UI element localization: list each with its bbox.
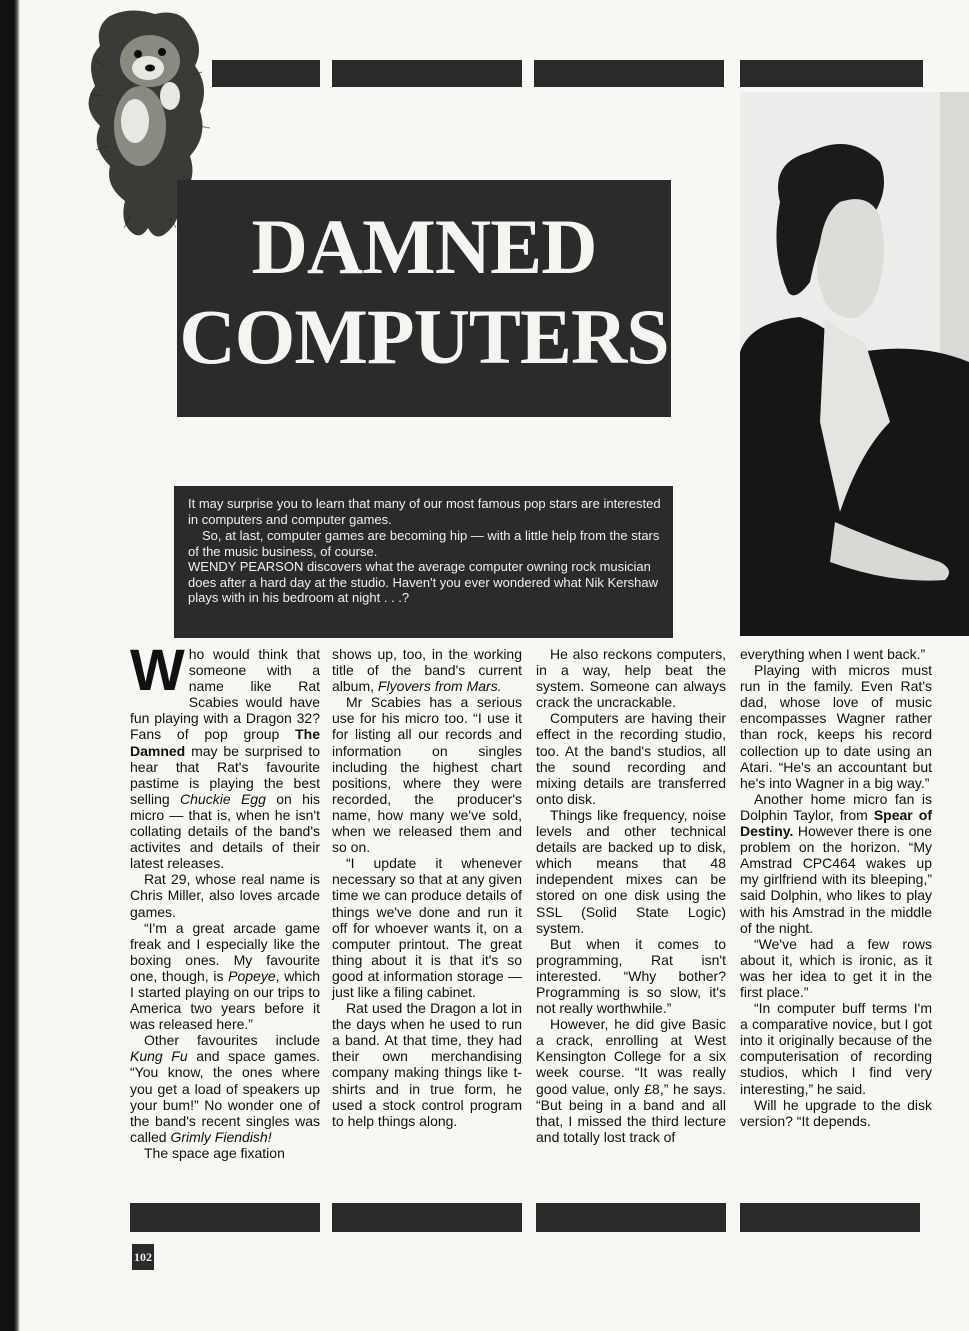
text-run: ho would think that someone with a name like Rat Scabies would have fun playing with a Dragon 32? Fans of pop group	[130, 646, 320, 743]
text-run: and space games. “You know, the ones where you get a load of speakers up your bum!” No wonder one of the band's recent singles was called	[130, 1048, 320, 1145]
title-block	[177, 180, 671, 417]
top-bar-1	[212, 60, 320, 87]
paragraph: Things like frequency, noise levels and other technical details are backed up to disk, which means that 48 independent mixes can be stored on one disk using the SSL (Solid State Logic) system.	[536, 806, 726, 936]
paragraph	[740, 791, 932, 936]
standfirst-paragraph-1: It may surprise you to learn that many of our most famous pop stars are interested in computers and computer games.	[188, 496, 661, 527]
paragraph: Rat 29, whose real name is Chris Miller, also loves arcade games.	[130, 871, 320, 920]
text-run: However there is one problem on the horizon. “My Amstrad CPC464 wakes up my girlfriend with its bleeping,” said Dolphin, who likes to play with his Amstrad in the middle of the night.	[740, 823, 932, 936]
page-spine-edge	[0, 0, 20, 1331]
standfirst-box	[174, 486, 673, 638]
paragraph	[130, 638, 320, 872]
paragraph: The space age fixation	[144, 1144, 285, 1161]
standfirst-paragraph-2: So, at last, computer games are becoming hip — with a little help from the stars of the music business, of course.	[188, 528, 660, 559]
text-run: “I'm a great arcade game freak and I especially like the boxing ones. My favourite one, though, is	[130, 919, 320, 984]
musician-photo	[740, 92, 969, 636]
text-run: , which I started playing on our trips to America two years before it was released here.”	[130, 967, 320, 1033]
standfirst-paragraph-3: WENDY PEARSON discovers what the average computer owning rock musician does after a hard day at the studio. Haven't you ever wondered what Nik Kershaw plays with in his bedroom at night . . .?	[188, 559, 659, 605]
paragraph: But when it comes to programming, Rat isn't interested. “Why bother? Programming is so slow, it's not really worthwhile.”	[536, 935, 726, 1017]
drop-cap: W	[130, 638, 185, 703]
paragraph: However, he did give Basic a crack, enrolling at West Kensington College for a six week course. “It was really good value, only £8,” he says. “But being in a band and all that, I missed the third lecture and totally lost track of	[536, 1016, 726, 1145]
paragraph: Computers are having their effect in the recording studio, too. At the band's studios, all the sound recording and mixing details are transferred onto disk.	[536, 710, 726, 807]
game-title: Kung Fu	[130, 1048, 188, 1065]
paragraph: “We've had a few rows about it, which is ironic, as it was her idea to get it in the first place.”	[740, 935, 932, 1000]
headline-line-1: DAMNED	[251, 203, 597, 290]
article-column-4	[740, 646, 932, 1129]
headline-line-2: COMPUTERS	[179, 293, 669, 380]
article-column-3	[536, 646, 726, 1145]
bottom-bar-4	[740, 1203, 920, 1232]
paragraph: everything when I went back.”	[740, 646, 926, 662]
band-name: The Damned	[130, 726, 320, 759]
top-bar-4	[740, 60, 923, 87]
paragraph: Mr Scabies has a serious use for his micro too. “I use it for listing all our records and information on singles including the highest chart positions, where they were recorded, the producer's name, how many we've sold, when we released them and so on.	[332, 694, 522, 856]
bottom-bar-2	[332, 1203, 522, 1232]
album-title: Flyovers from Mars.	[377, 678, 502, 695]
text-run: on his micro — that is, when he isn't collating details of the band's activites and details of their latest releases.	[130, 790, 320, 872]
page-number: 102	[132, 1244, 154, 1270]
top-bar-2	[332, 60, 522, 87]
paragraph: Playing with micros must run in the family. Even Rat's dad, whose love of music encompasses Wagner rather than rock, keeps his record collection up to date using an Atari. “He's an accountant but he's into Wagner in a big way.”	[740, 662, 932, 791]
text-run: Another home micro fan is Dolphin Taylor, from	[740, 790, 932, 823]
paragraph: Will he upgrade to the disk version? “It depends.	[740, 1096, 932, 1129]
bottom-bar-3	[536, 1203, 726, 1232]
single-title: Grimly Fiendish!	[170, 1128, 272, 1145]
paragraph: He also reckons computers, in a way, help beat the system. Someone can always crack the uncrackable.	[536, 646, 726, 711]
article-column-2	[332, 646, 522, 1129]
paragraph: “In computer buff terms I'm a comparative novice, but I got into it originally because of the computerisation of recording studios, which I find very interesting,” he said.	[740, 1000, 932, 1097]
top-bar-3	[534, 60, 724, 87]
article-column-1	[130, 638, 320, 1161]
paragraph	[130, 1032, 320, 1145]
paragraph: “I update it whenever necessary so that at any given time we can produce details of things we've done and run it off for whoever wants it, on a computer printout. The great thing about it is that it's so good at information storage — just like a filing cabinet.	[332, 855, 522, 1000]
text-run: may be surprised to hear that Rat's favourite pastime is playing the best selling	[130, 742, 320, 807]
text-run: shows up, too, in the working title of the band's current album,	[332, 646, 522, 695]
band-name: Spear of Destiny.	[740, 806, 932, 840]
game-title: Chuckie Egg	[180, 790, 266, 807]
paragraph: Rat used the Dragon a lot in the days when he used to run a band. At that time, they had their own merchandising company making things like t-shirts and in true form, he used a stock control program to help things along.	[332, 1000, 522, 1129]
text-run: Other favourites include	[144, 1032, 320, 1049]
paragraph	[332, 646, 522, 694]
bottom-bar-1	[130, 1203, 320, 1232]
paragraph	[130, 920, 320, 1033]
game-title: Popeye	[228, 967, 276, 984]
